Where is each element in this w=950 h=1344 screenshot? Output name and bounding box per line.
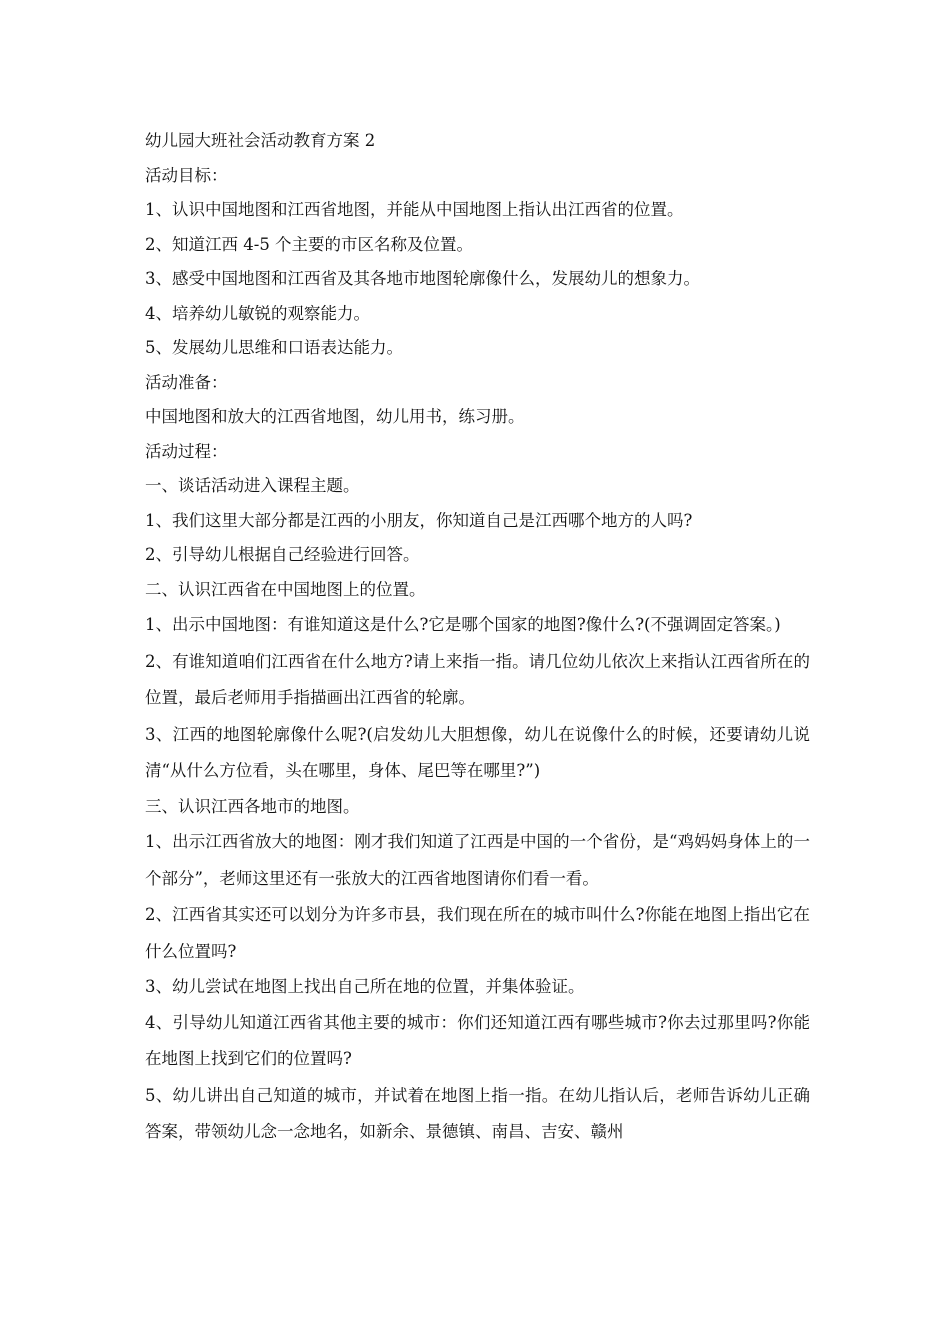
section-heading: 三、认识江西各地市的地图。 xyxy=(145,796,360,816)
goals-heading: 活动目标： xyxy=(145,165,228,185)
process-item: 4、引导幼儿知道江西省其他主要的城市：你们还知道江西有哪些城市?你去过那里吗?你能在地图上找到它们的位置吗? xyxy=(145,1012,810,1068)
prep-heading: 活动准备： xyxy=(145,372,228,392)
goal-item: 5、发展幼儿思维和口语表达能力。 xyxy=(145,338,403,357)
goal-item: 3、感受中国地图和江西省及其各地市地图轮廓像什么，发展幼儿的想象力。 xyxy=(145,269,700,288)
process-item: 3、江西的地图轮廓像什么呢?(启发幼儿大胆想像，幼儿在说像什么的时候，还要请幼儿说清“从什么方位看，头在哪里，身体、尾巴等在哪里?”) xyxy=(145,724,810,780)
section-heading: 一、谈话活动进入课程主题。 xyxy=(145,476,360,495)
process-heading: 活动过程： xyxy=(145,441,228,461)
process-item: 2、有谁知道咱们江西省在什么地方?请上来指一指。请几位幼儿依次上来指认江西省所在的位置，最后老师用手指描画出江西省的轮廓。 xyxy=(145,651,810,707)
goal-item: 4、培养幼儿敏锐的观察能力。 xyxy=(145,303,370,323)
process-item: 5、幼儿讲出自己知道的城市，并试着在地图上指一指。在幼儿指认后，老师告诉幼儿正确答案，带领幼儿念一念地名，如新余、景德镇、南昌、吉安、赣州 xyxy=(145,1085,810,1141)
process-item: 1、我们这里大部分都是江西的小朋友，你知道自己是江西哪个地方的人吗? xyxy=(145,510,693,530)
goal-item: 1、认识中国地图和江西省地图，并能从中国地图上指认出江西省的位置。 xyxy=(145,200,684,219)
process-item: 1、出示中国地图：有谁知道这是什么?它是哪个国家的地图?像什么?(不强调固定答案。) xyxy=(145,615,781,634)
goal-item: 2、知道江西 4-5 个主要的市区名称及位置。 xyxy=(145,234,474,254)
section-heading: 二、认识江西省在中国地图上的位置。 xyxy=(145,579,426,599)
document-title: 幼儿园大班社会活动教育方案 2 xyxy=(145,131,376,150)
process-item: 3、幼儿尝试在地图上找出自己所在地的位置，并集体验证。 xyxy=(145,977,585,996)
prep-text: 中国地图和放大的江西省地图，幼儿用书，练习册。 xyxy=(145,407,525,426)
process-item: 2、江西省其实还可以划分为许多市县，我们现在所在的城市叫什么?你能在地图上指出它在什么位置吗? xyxy=(145,905,810,961)
document-body xyxy=(145,124,810,1151)
process-item: 2、引导幼儿根据自己经验进行回答。 xyxy=(145,545,420,564)
process-item: 1、出示江西省放大的地图：刚才我们知道了江西是中国的一个省份，是“鸡妈妈身体上的一个部分”，老师这里还有一张放大的江西省地图请你们看一看。 xyxy=(145,832,810,888)
